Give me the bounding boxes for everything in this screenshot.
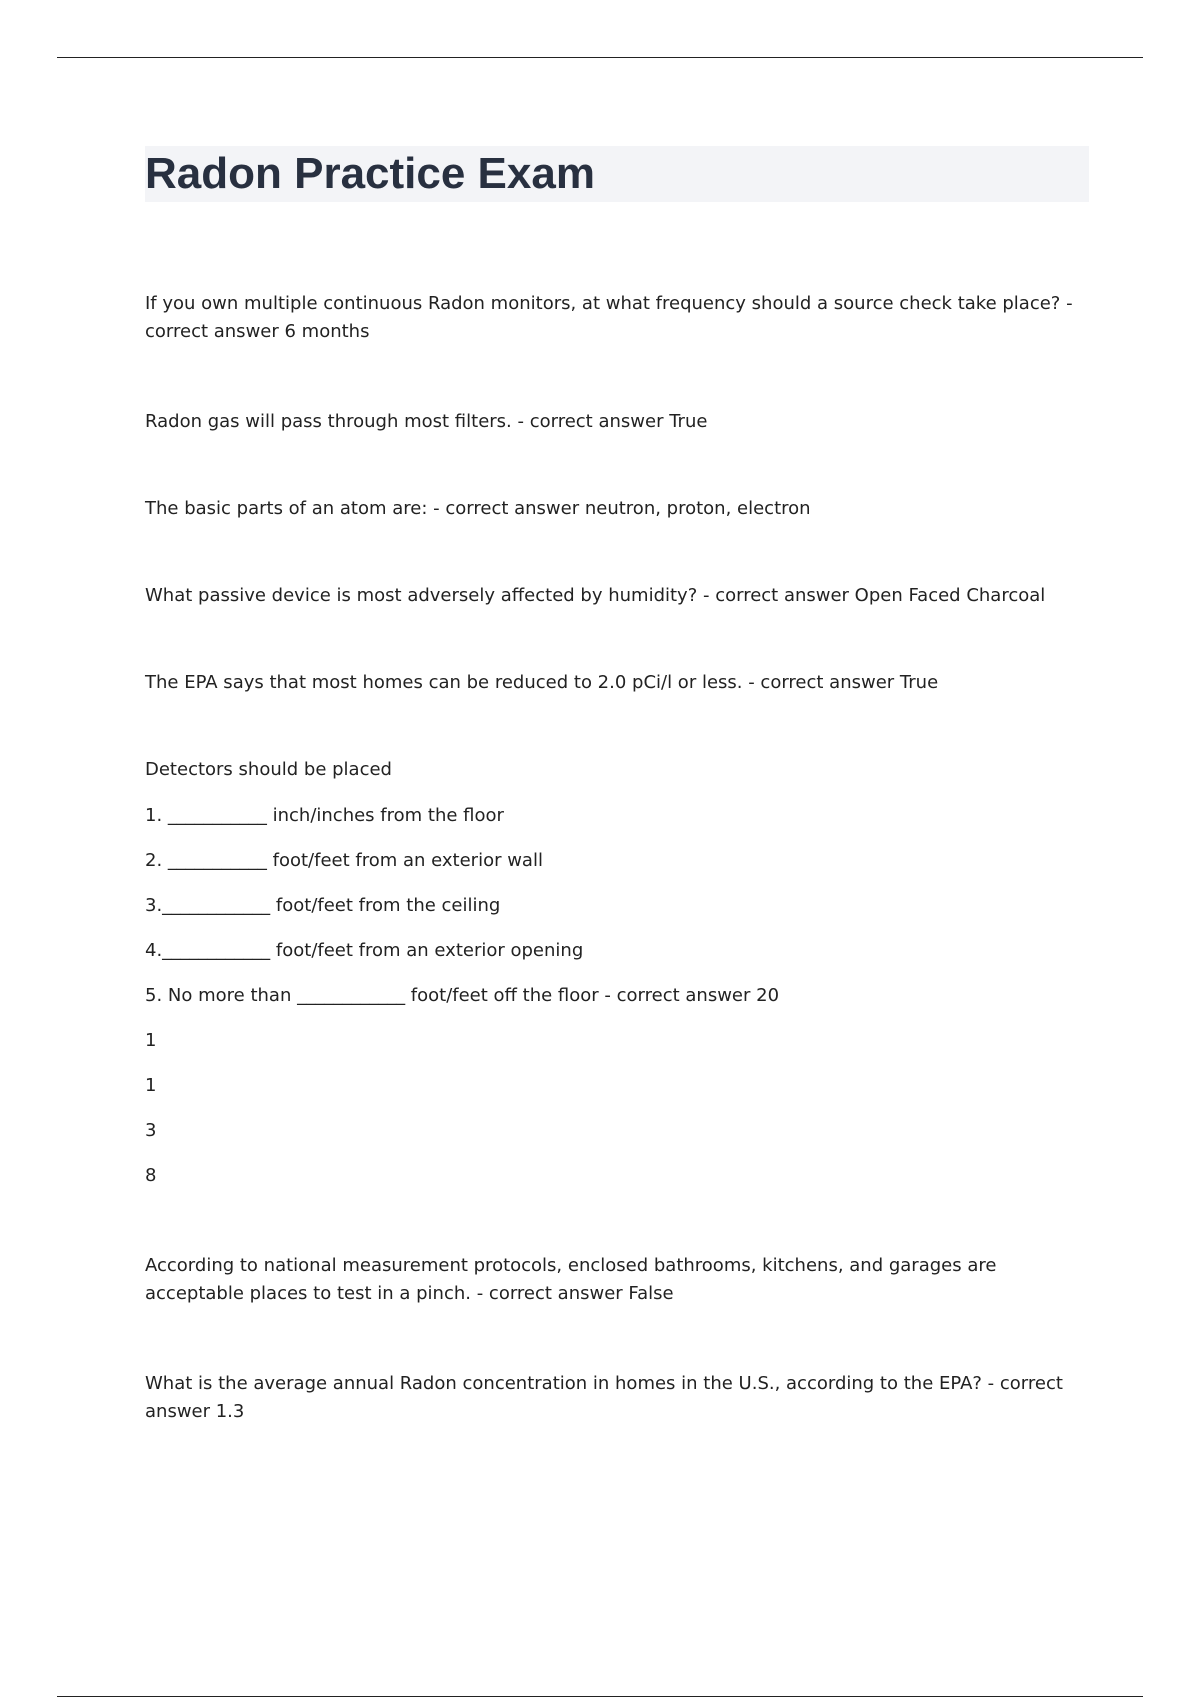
- detector-intro: Detectors should be placed: [145, 759, 392, 780]
- detector-answer-3: 3: [145, 1120, 157, 1141]
- detector-answer-4: 8: [145, 1165, 157, 1186]
- detector-line-1: 1. ___________ inch/inches from the floor: [145, 805, 504, 826]
- page-title: Radon Practice Exam: [145, 149, 595, 198]
- detector-question: [145, 756, 1085, 1190]
- question-7: According to national measurement protocols, enclosed bathrooms, kitchens, and garages are acceptable places to test in a pinch. - correct answer False: [145, 1255, 997, 1304]
- question-4: What passive device is most adversely affected by humidity? - correct answer Open Faced Charcoal: [145, 585, 1046, 606]
- question-2: Radon gas will pass through most filters. - correct answer True: [145, 411, 708, 432]
- document-body: [145, 290, 1085, 1426]
- question-1: If you own multiple continuous Radon monitors, at what frequency should a source check take place? - correct answer 6 months: [145, 293, 1073, 342]
- detector-answer-2: 1: [145, 1075, 157, 1096]
- detector-answers: [145, 1027, 1085, 1190]
- detector-line-3: 3.____________ foot/feet from the ceiling: [145, 895, 501, 916]
- top-rule: [57, 57, 1143, 58]
- detector-answer-1: 1: [145, 1030, 157, 1051]
- question-3: The basic parts of an atom are: - correct answer neutron, proton, electron: [145, 498, 811, 519]
- bottom-rule: [57, 1696, 1143, 1697]
- detector-line-5: 5. No more than ____________ foot/feet off the floor - correct answer 20: [145, 985, 780, 1006]
- question-5: The EPA says that most homes can be reduced to 2.0 pCi/l or less. - correct answer True: [145, 672, 939, 693]
- detector-line-2: 2. ___________ foot/feet from an exterior wall: [145, 850, 543, 871]
- detector-line-4: 4.____________ foot/feet from an exterior opening: [145, 940, 584, 961]
- question-8: What is the average annual Radon concentration in homes in the U.S., according to the EPA? - correct answer 1.3: [145, 1373, 1063, 1422]
